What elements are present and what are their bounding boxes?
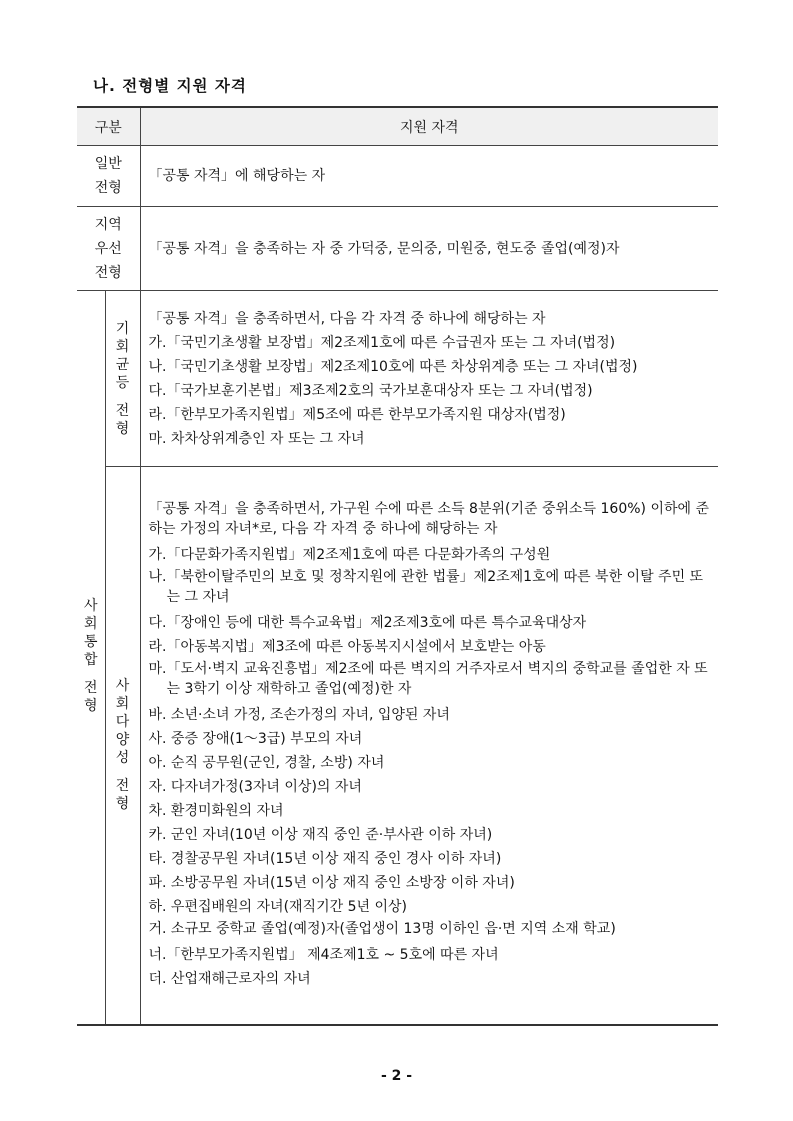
list-item: 가.「국민기초생활 보장법」제2조제1호에 따른 수급권자 또는 그 자녀(법정) (148, 334, 616, 351)
header-eligibility: 지원 자격 (140, 107, 718, 146)
list-item: 거. 소규모 중학교 졸업(예정)자(졸업생이 13명 이하인 읍·면 지역 소재 학교) (148, 921, 616, 938)
equal-opportunity-text (140, 291, 718, 467)
list-item: 더. 산업재해근로자의 자녀 (148, 971, 311, 988)
list-item: 마. 차차상위계층인 자 또는 그 자녀 (148, 430, 365, 447)
char: 전 (115, 778, 130, 795)
char: 회 (83, 615, 98, 632)
char: 균 (115, 356, 130, 373)
char: 사 (115, 678, 130, 695)
spacer (116, 767, 130, 777)
list-item: 가.「다문화가족지원법」제2조제1호에 따른 다문화가족의 구성원 (148, 547, 551, 564)
char: 양 (115, 732, 130, 749)
char: 사 (83, 597, 98, 614)
char: 합 (83, 651, 98, 668)
row-general (77, 146, 718, 207)
list-item: 너.「한부모가족지원법」 제4조제1호 ~ 5호에 따른 자녀 (148, 947, 499, 964)
vertical-label (116, 677, 130, 813)
char: 형 (83, 697, 98, 714)
list-item: 파. 소방공무원 자녀(15년 이상 재직 중인 소방장 이하 자녀) (148, 875, 515, 892)
list-item: 다.「장애인 등에 대한 특수교육법」제2조제3호에 따른 특수교육대상자 (148, 615, 587, 632)
char: 형 (115, 796, 130, 813)
equal-opportunity-category (105, 291, 140, 467)
row-equal-opportunity (77, 291, 718, 467)
list-item: 라.「한부모가족지원법」제5조에 따른 한부모가족지원 대상자(법정) (148, 406, 566, 423)
list-item: 나.「북한이탈주민의 보호 및 정착지원에 관한 법률」제2조제1호에 따른 북한 이탈 주민 또는 그 자녀 (148, 569, 704, 606)
char: 다 (115, 714, 130, 731)
list-item: 카. 군인 자녀(10년 이상 재직 중인 준·부사관 이하 자녀) (148, 827, 493, 844)
spacer (116, 392, 130, 402)
row-regional (77, 207, 718, 291)
char: 회 (115, 338, 130, 355)
category-line: 전형 (94, 264, 122, 281)
page-number: - 2 - (380, 1068, 413, 1084)
char: 기 (115, 320, 130, 337)
list-item: 바. 소년·소녀 가정, 조손가정의 자녀, 입양된 자녀 (148, 707, 450, 724)
eligibility-table (77, 106, 718, 1026)
eligibility-text: 「공통 자격」에 해당하는 자 (148, 168, 326, 184)
char: 성 (115, 750, 130, 767)
vertical-label (84, 597, 98, 715)
list-item: 타. 경찰공무원 자녀(15년 이상 재직 중인 경사 이하 자녀) (148, 851, 502, 868)
table-header-row (77, 107, 718, 146)
header-category: 구분 (77, 107, 140, 146)
vertical-label (116, 320, 130, 438)
list-item: 나.「국민기초생활 보장법」제2조제10호에 따른 차상위계층 또는 그 자녀(법정) (148, 358, 638, 375)
category-line: 우선 (94, 240, 122, 257)
char: 형 (115, 420, 130, 437)
general-category (77, 146, 140, 207)
regional-text (140, 207, 718, 291)
spacer (84, 669, 98, 679)
section-title: 나. 전형별 지원 자격 (93, 77, 247, 95)
category-line: 전형 (94, 180, 122, 196)
char: 전 (115, 402, 130, 419)
social-integration-category (77, 291, 105, 1025)
char: 회 (115, 696, 130, 713)
category-line: 일반 (94, 156, 122, 172)
list-item: 마.「도서·벽지 교육진흥법」제2조에 따른 벽지의 거주자로서 벽지의 중학교를 졸업한 자 또는 3학기 이상 재학하고 졸업(예정)한 자 (148, 661, 708, 698)
intro-text: 「공통 자격」을 충족하면서, 가구원 수에 따른 소득 8분위(기준 중위소득 160%) 이하에 준하는 가정의 자녀*로, 다음 각 자격 중 하나에 해당하는 자 (148, 501, 709, 538)
list-item: 하. 우편집배원의 자녀(재직기간 5년 이상) (148, 899, 407, 916)
intro-text: 「공통 자격」을 충족하면서, 다음 각 자격 중 하나에 해당하는 자 (148, 310, 546, 327)
char: 전 (83, 679, 98, 696)
list-item: 차. 환경미화원의 자녀 (148, 803, 284, 820)
category-line: 지역 (94, 216, 122, 233)
list-item: 사. 중증 장애(1～3급) 부모의 자녀 (148, 731, 363, 748)
diversity-text (140, 467, 718, 1025)
eligibility-text: 「공통 자격」을 충족하는 자 중 가덕중, 문의중, 미원중, 현도중 졸업(예정)자 (148, 240, 620, 257)
list-item: 자. 다자녀가정(3자녀 이상)의 자녀 (148, 779, 362, 796)
regional-category (77, 207, 140, 291)
list-item: 아. 순직 공무원(군인, 경찰, 소방) 자녀 (148, 755, 385, 772)
general-text (140, 146, 718, 207)
row-diversity (77, 467, 718, 1025)
list-item: 다.「국가보훈기본법」제3조제2호의 국가보훈대상자 또는 그 자녀(법정) (148, 382, 593, 399)
char: 등 (115, 374, 130, 391)
list-item: 라.「아동복지법」제3조에 따른 아동복지시설에서 보호받는 아동 (148, 639, 546, 656)
diversity-category (105, 467, 140, 1025)
char: 통 (83, 633, 98, 650)
